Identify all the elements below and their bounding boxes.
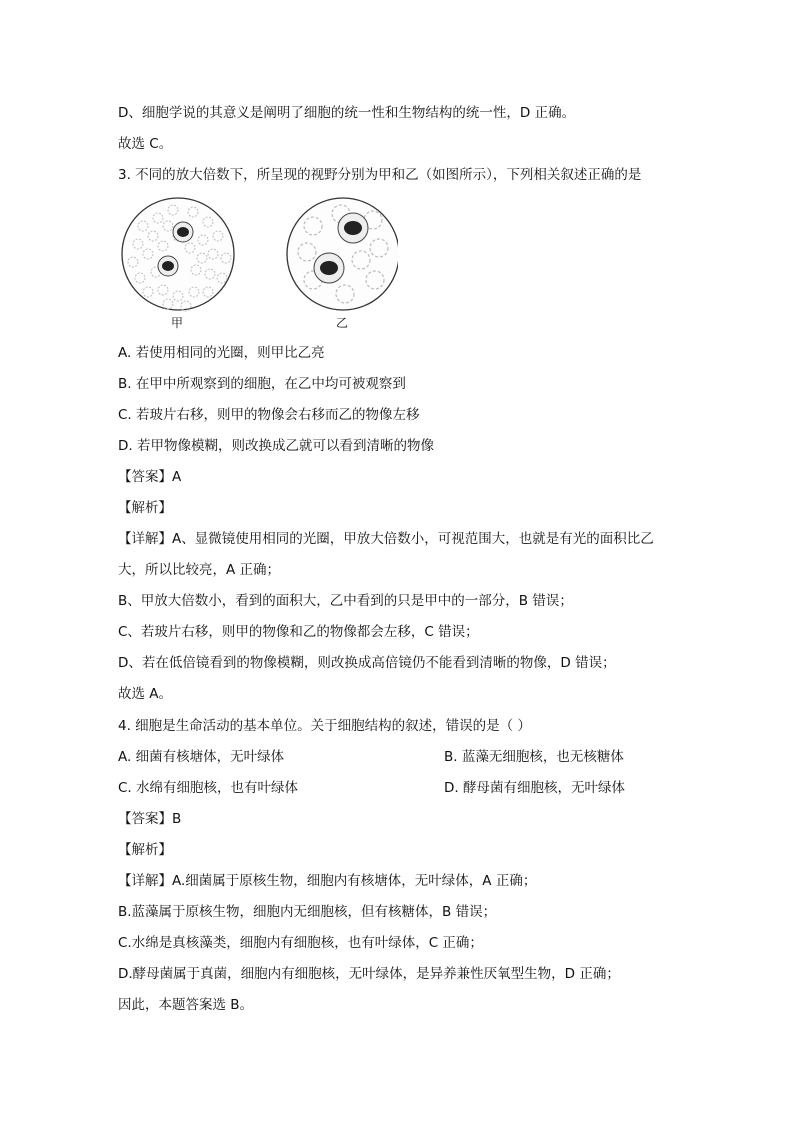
q3-explain-line: 故选 A。 (118, 686, 173, 702)
microscope-fields-figure (118, 196, 398, 336)
q3-option-d: D. 若甲物像模糊，则改换成乙就可以看到清晰的物像 (118, 438, 434, 454)
q4-explain-line: 因此，本题答案选 B。 (118, 997, 254, 1013)
q4-option-a: A. 细菌有核塘体，无叶绿体 (118, 749, 285, 765)
q3-analysis-title: 【解析】 (118, 500, 172, 516)
q3-stem: 3. 不同的放大倍数下，所呈现的视野分别为甲和乙（如图所示），下列相关叙述正确的是 (118, 167, 642, 183)
intro-d-line: D、细胞学说的其意义是阐明了细胞的统一性和生物结构的统一性，D 正确。 (118, 105, 576, 121)
q3-option-b: B. 在甲中所观察到的细胞，在乙中均可被观察到 (118, 376, 406, 392)
q4-option-c: C. 水绵有细胞核，也有叶绿体 (118, 780, 299, 796)
figure-label-jia: 甲 (171, 316, 184, 330)
q3-explain-line: C、若玻片右移，则甲的物像和乙的物像都会左移，C 错误； (118, 624, 479, 640)
intro-conclusion: 故选 C。 (118, 136, 173, 152)
q4-explain-line: 【详解】A.细菌属于原核生物，细胞内有核塘体，无叶绿体，A 正确； (118, 873, 537, 889)
q3-option-c: C. 若玻片右移，则甲的物像会右移而乙的物像左移 (118, 407, 420, 423)
q4-answer: 【答案】B (118, 811, 182, 827)
q3-option-a: A. 若使用相同的光圈，则甲比乙亮 (118, 345, 325, 361)
q3-explain-line: 大，所以比较亮，A 正确； (118, 562, 281, 578)
q4-explain-line: D.酵母菌属于真菌，细胞内有细胞核，无叶绿体，是异养兼性厌氧型生物，D 正确； (118, 966, 620, 982)
field-jia-circle (122, 198, 234, 311)
q4-explain-line: C.水绵是真核藻类，细胞内有细胞核，也有叶绿体，C 正确； (118, 935, 483, 951)
q3-explain-line: B、甲放大倍数小，看到的面积大，乙中看到的只是甲中的一部分，B 错误； (118, 593, 573, 609)
q4-analysis-title: 【解析】 (118, 842, 172, 858)
q3-explain-line: 【详解】A、显微镜使用相同的光圈，甲放大倍数小，可视范围大，也就是有光的面积比乙 (118, 531, 654, 547)
field-yi-circle (287, 198, 398, 310)
figure-label-yi: 乙 (336, 316, 349, 330)
q4-explain-line: B.蓝藻属于原核生物，细胞内无细胞核，但有核糖体，B 错误； (118, 904, 497, 920)
q3-explain-line: D、若在低倍镜看到的物像模糊，则改换成高倍镜仍不能看到清晰的物像，D 错误； (118, 655, 616, 671)
q3-answer: 【答案】A (118, 469, 182, 485)
q4-option-b: B. 蓝藻无细胞核，也无核糖体 (444, 749, 624, 765)
q4-stem: 4. 细胞是生命活动的基本单位。关于细胞结构的叙述，错误的是（ ） (118, 718, 531, 734)
q4-option-d: D. 酵母菌有细胞核，无叶绿体 (444, 780, 625, 796)
